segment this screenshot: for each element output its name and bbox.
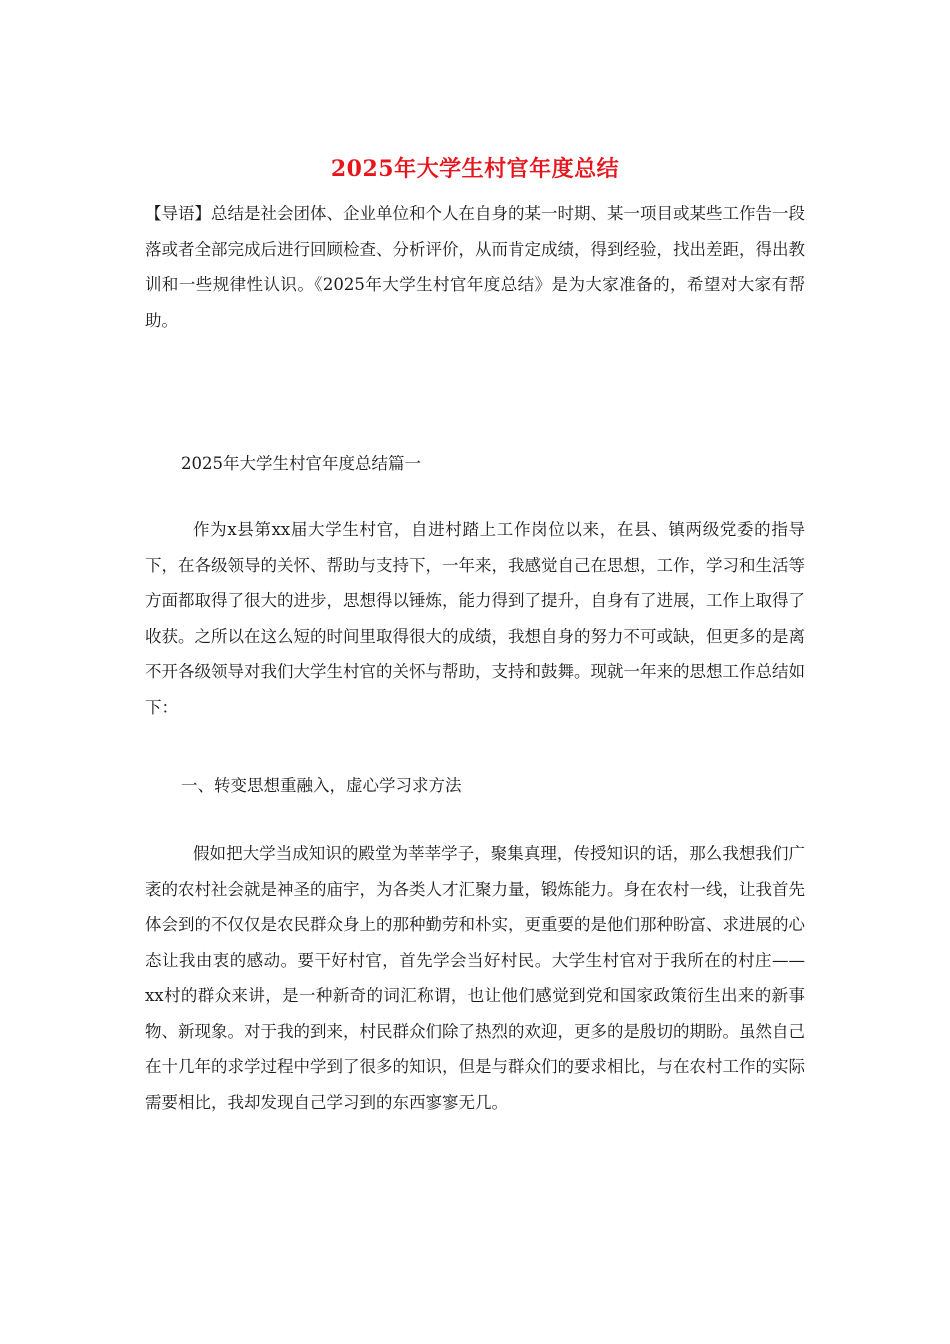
- body-paragraph-2: 假如把大学当成知识的殿堂为莘莘学子，聚集真理，传授知识的话，那么我想我们广袤的农村社会就是神圣的庙宇，为各类人才汇聚力量，锻炼能力。身在农村一线，让我首先体会到的不仅仅是农民群众身上的那种勤劳和朴实，更重要的是他们那种盼富、求进展的心态让我由衷的感动。要干好村官，首先学会当好村民。大学生村官对于我所在的村庄——xx村的群众来讲，是一种新奇的词汇称谓，也让他们感觉到党和国家政策衍生出来的新事物、新现象。对于我的到来，村民群众们除了热烈的欢迎，更多的是殷切的期盼。虽然自己在十几年的求学过程中学到了很多的知识，但是与群众们的要求相比，与在农村工作的实际需要相比，我却发现自己学习到的东西寥寥无几。: [145, 844, 805, 1112]
- article-heading: 2025年大学生村官年度总结篇一: [181, 454, 421, 473]
- intro-paragraph: 【导语】总结是社会团体、企业单位和个人在自身的某一时期、某一项目或某些工作告一段落或者全部完成后进行回顾检查、分析评价，从而肯定成绩，得到经验，找出差距，得出教训和一些规律性认识。《2025年大学生村官年度总结》是为大家准备的，希望对大家有帮助。: [145, 204, 805, 330]
- section-heading-1: 一、转变思想重融入，虚心学习求方法: [181, 776, 462, 795]
- body-paragraph-1: 作为x县第xx届大学生村官，自进村踏上工作岗位以来，在县、镇两级党委的指导下，在各级领导的关怀、帮助与支持下，一年来，我感觉自己在思想，工作，学习和生活等方面都取得了很大的进步，思想得以锤炼，能力得到了提升，自身有了进展，工作上取得了收获。之所以在这么短的时间里取得很大的成绩，我想自身的努力不可或缺，但更多的是离不开各级领导对我们大学生村官的关怀与帮助，支持和鼓舞。现就一年来的思想工作总结如下：: [145, 520, 805, 717]
- document-title: 2025年大学生村官年度总结: [330, 156, 620, 182]
